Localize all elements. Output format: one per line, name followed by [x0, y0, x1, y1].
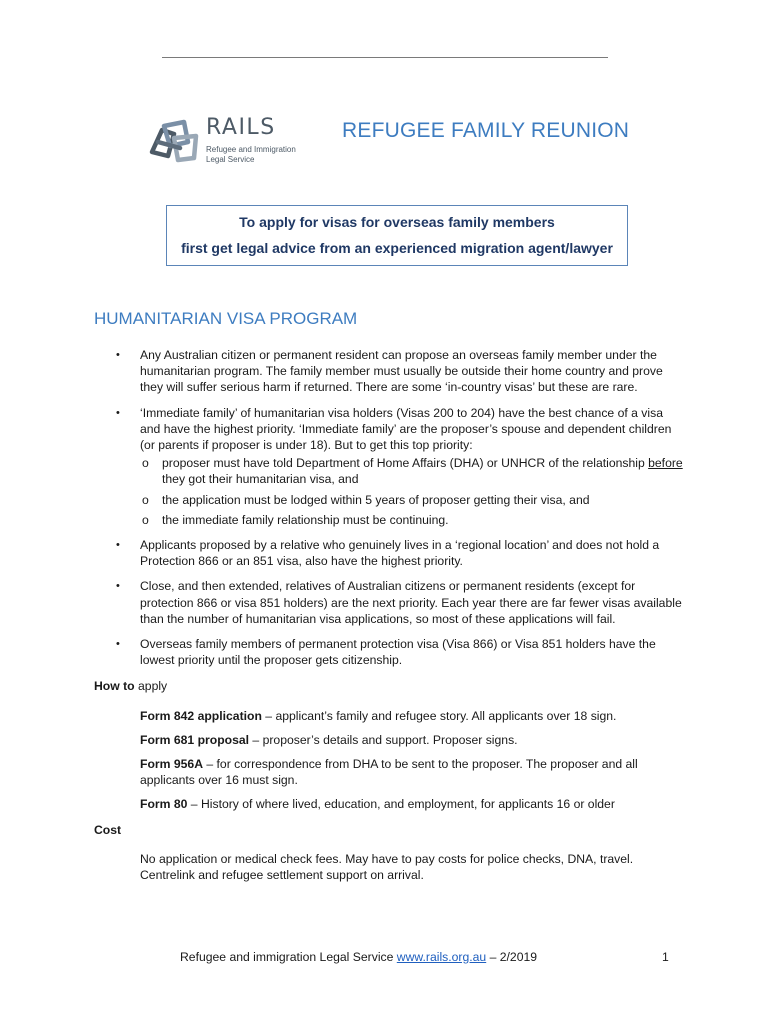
form-item: Form 681 proposal – proposer’s details and support. Proposer signs. [140, 732, 518, 747]
rails-knot-logo-icon [144, 112, 202, 168]
header-rule [162, 57, 608, 58]
section-heading: HUMANITARIAN VISA PROGRAM [94, 309, 358, 328]
callout-line-2: first get legal advice from an experienced migration agent/lawyer [181, 240, 613, 256]
sub-list-item: o the immediate family relationship must be continuing. [142, 512, 449, 527]
form-item: Form 80 – History of where lived, education, and employment, for applicants 16 or older [140, 797, 615, 812]
form-name: Form 842 application [140, 708, 262, 723]
logo-subtitle: Refugee and Immigration Legal Service [206, 145, 296, 164]
form-item: Form 956A – for correspondence from DHA to be sent to the proposer. The proposer and all applicants over 16 must sign. [140, 757, 638, 788]
list-item: • Applicants proposed by a relative who genuinely lives in a ‘regional location’ and does not hold a Protection 866 or an 851 visa, also have the highest priority. [116, 538, 660, 569]
form-name: Form 956A [140, 757, 203, 772]
cost-text: No application or medical check fees. May have to pay costs for police checks, DNA, travel. Centrelink and refugee settlement support on arrival. [140, 851, 634, 883]
list-item: • Overseas family members of permanent protection visa (Visa 866) or Visa 851 holders have the lowest priority until the proposer gets citizenship. [116, 637, 656, 668]
callout-line-1: To apply for visas for overseas family members [239, 214, 555, 230]
sub-marker: o [142, 492, 149, 507]
form-name: Form 80 [140, 797, 188, 812]
bullet-marker: • [116, 349, 120, 361]
document-title: REFUGEE FAMILY REUNION [342, 119, 630, 142]
sub-list-item: o the application must be lodged within 5 years of proposer getting their visa, and [142, 492, 590, 507]
form-name: Form 681 proposal [140, 732, 250, 747]
sub-marker: o [142, 456, 149, 471]
legal-advice-callout [166, 205, 628, 266]
bullet-marker: • [116, 638, 120, 651]
footer-text: Refugee and immigration Legal Service www.rails.org.au – 2/2019 [180, 950, 538, 964]
cost-heading: Cost [94, 822, 122, 837]
list-item: • Close, and then extended, relatives of Australian citizens or permanent residents (except for protection 866 or visa 851 holders) are the next priority. Each year there are far fewer visas available than the number of humanitarian visa applications, so most of these applications will fail. [116, 579, 682, 626]
page-number: 1 [662, 950, 669, 964]
sub-list-item: o proposer must have told Department of Home Affairs (DHA) or UNHCR of the relationship before they got their humanitarian visa, and [142, 456, 683, 487]
list-item: • ‘Immediate family’ of humanitarian visa holders (Visas 200 to 204) have the best chance of a visa and have the highest priority. ‘Immediate family’ are the proposer’s spouse and dependent children (or parents if proposer is under 18). But to get this top priority: o proposer must have told Department of Home Affairs (DHA) or UNHCR of the relationship before they got their humanitarian visa, and o the application must be lodged within 5 years of proposer getting their visa, and o the immediate family relationship must be continuing. [116, 405, 683, 527]
rails-logo [144, 112, 324, 168]
underlined-word: before [648, 456, 683, 471]
body-content [94, 347, 684, 883]
website-link[interactable]: www.rails.org.au [396, 950, 487, 964]
logo-wordmark: RAILS [206, 115, 276, 140]
bullet-marker: • [116, 406, 120, 419]
bullet-marker: • [116, 539, 120, 552]
sub-marker: o [142, 512, 149, 527]
bullet-list [94, 347, 684, 668]
form-item: Form 842 application – applicant’s family and refugee story. All applicants over 18 sign. [140, 708, 617, 723]
bullet-marker: • [116, 580, 120, 593]
sub-list [140, 455, 684, 528]
list-item: • Any Australian citizen or permanent resident can propose an overseas family member under the humanitarian program. The family member must usually be outside their home country and prove they will suffer serious harm if returned. There are some ‘in-country visas’ but these are rare. [116, 348, 663, 395]
how-to-apply-heading: How to apply [94, 679, 168, 694]
